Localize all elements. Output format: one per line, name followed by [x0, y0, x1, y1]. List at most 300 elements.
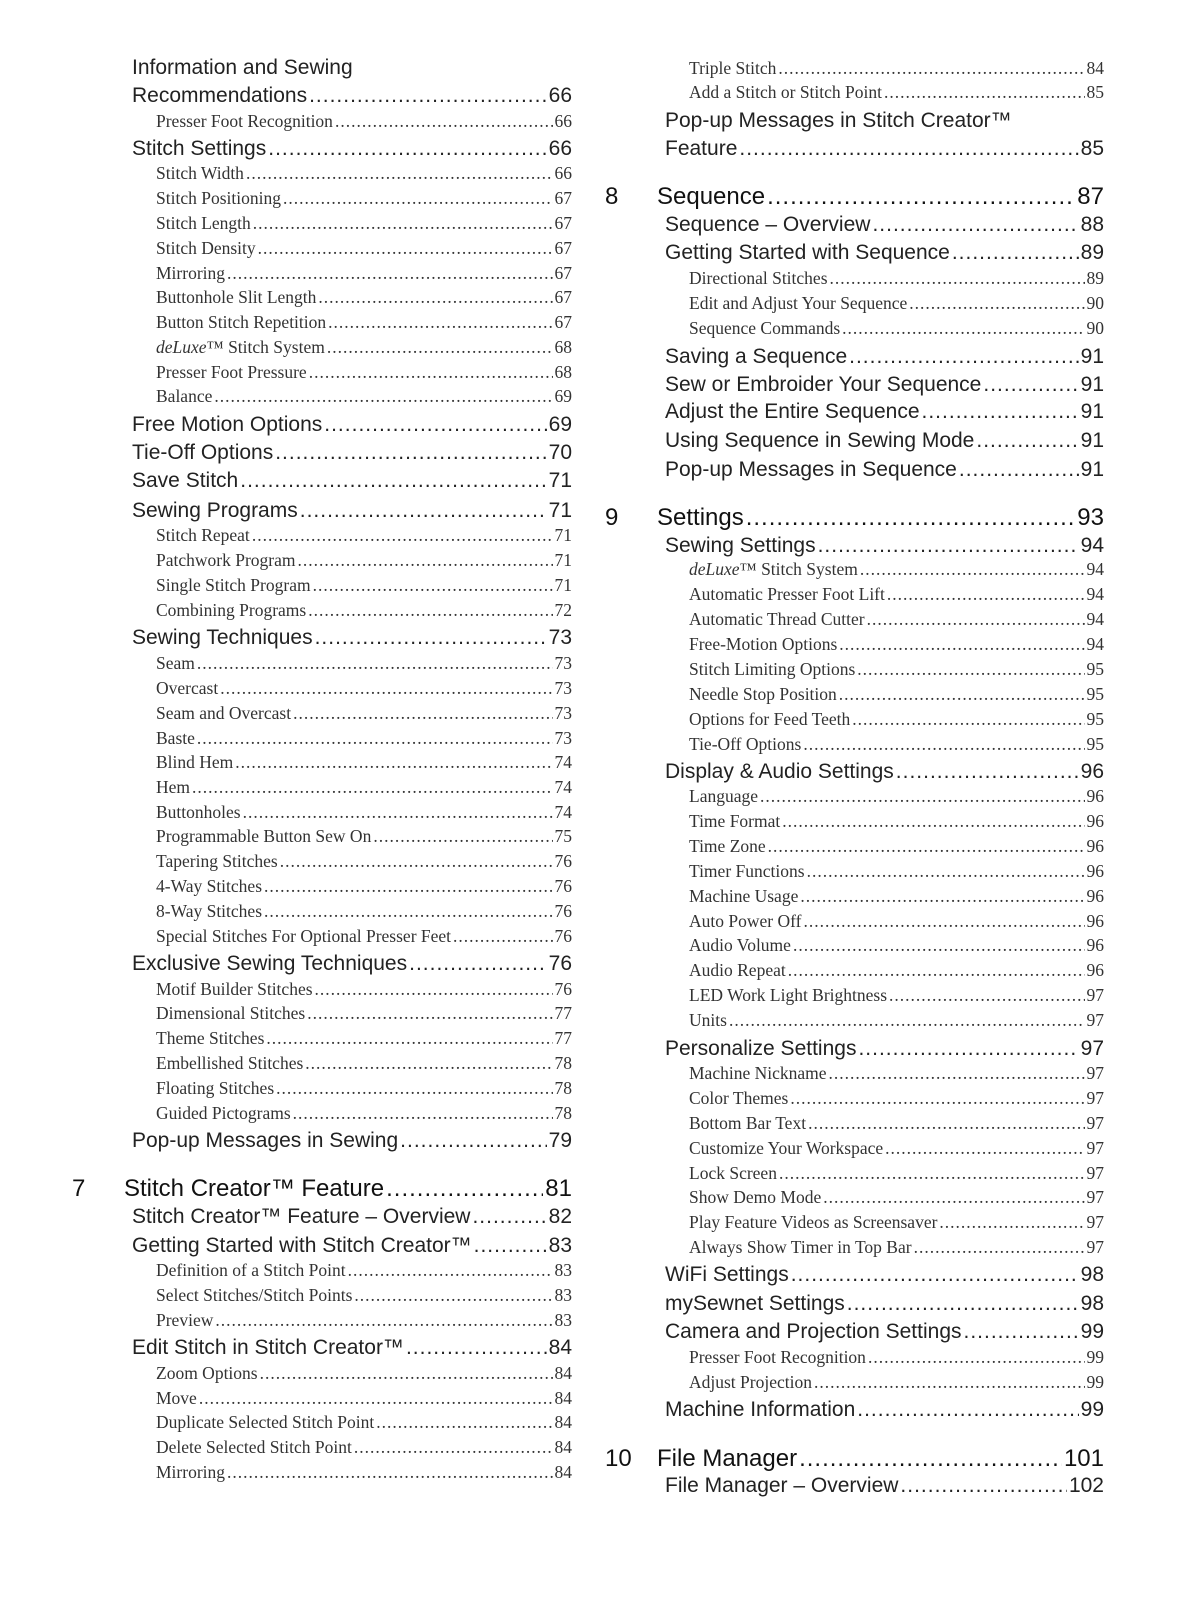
toc-entry[interactable] — [657, 1445, 1104, 1473]
dot-leader — [373, 826, 552, 847]
toc-entry-label: Definition of a Stitch Point — [156, 1260, 346, 1280]
toc-entry[interactable] — [665, 1474, 1104, 1498]
toc-entry-label: Stitch Length — [156, 213, 251, 233]
toc-entry[interactable] — [156, 213, 572, 234]
dot-leader — [952, 241, 1079, 265]
dot-leader — [327, 337, 553, 358]
page-number: 69 — [548, 413, 572, 436]
toc-entry[interactable] — [156, 1412, 572, 1433]
toc-entry[interactable] — [156, 1388, 572, 1409]
page-number: 84 — [554, 1412, 572, 1432]
toc-entry[interactable] — [156, 188, 572, 209]
toc-entry-label: Automatic Thread Cutter — [689, 609, 865, 629]
toc-entry-label: Embellished Stitches — [156, 1053, 304, 1073]
toc-entry[interactable] — [689, 786, 1104, 807]
toc-entry-label: Patchwork Program — [156, 550, 296, 570]
toc-entry-label: Stitch Settings — [132, 137, 267, 160]
dot-leader — [823, 1187, 1084, 1208]
page-number: 66 — [554, 163, 572, 183]
toc-entry-label: Color Themes — [689, 1088, 789, 1108]
page-number: 83 — [554, 1285, 572, 1305]
page-number: 96 — [1086, 811, 1104, 831]
page-number: 98 — [1080, 1263, 1104, 1286]
toc-entry-label: Options for Feed Teeth — [689, 709, 851, 729]
toc-entry-label: Seam — [156, 653, 195, 673]
toc-entry[interactable] — [156, 287, 572, 308]
dot-leader — [348, 1260, 553, 1281]
toc-entry-label: Mirroring — [156, 263, 226, 283]
toc-entry-label: Save Stitch — [132, 469, 239, 492]
toc-entry[interactable] — [156, 386, 572, 407]
toc-entry[interactable] — [156, 1078, 572, 1099]
toc-entry-label: WiFi Settings — [665, 1263, 789, 1286]
dot-leader — [199, 1388, 553, 1409]
page-number: 99 — [1086, 1372, 1104, 1392]
toc-entry[interactable] — [156, 1103, 572, 1124]
dot-leader — [857, 659, 1084, 680]
dot-leader — [276, 1078, 552, 1099]
toc-entry-label: Auto Power Off — [689, 911, 802, 931]
toc-entry-label — [689, 559, 858, 580]
dot-leader — [335, 111, 553, 132]
toc-entry-label: LED Work Light Brightness — [689, 985, 888, 1005]
dot-leader — [472, 1205, 546, 1229]
dot-leader — [872, 213, 1078, 237]
toc-entry-label-rest: ™ Stitch System — [739, 559, 858, 579]
dot-leader — [354, 1285, 552, 1306]
page-number: 67 — [554, 238, 572, 258]
toc-entry[interactable] — [689, 684, 1104, 705]
toc-entry-label: Lock Screen — [689, 1163, 777, 1183]
toc-entry[interactable] — [689, 1063, 1104, 1084]
toc-entry-label: Pop-up Messages in Sewing — [132, 1129, 399, 1152]
toc-entry[interactable] — [156, 876, 572, 897]
toc-entry-label: Select Stitches/Stitch Points — [156, 1285, 353, 1305]
page-number: 96 — [1080, 760, 1104, 783]
dot-leader — [800, 886, 1084, 907]
chapter-number: 10 — [605, 1445, 632, 1472]
toc-entry[interactable] — [156, 1285, 572, 1306]
toc-entry-label: Floating Stitches — [156, 1078, 275, 1098]
toc-entry[interactable] — [689, 58, 1104, 79]
toc-entry-label: Always Show Timer in Top Bar — [689, 1237, 912, 1257]
toc-entry[interactable] — [665, 109, 1104, 133]
toc-entry-label: Triple Stitch — [689, 58, 777, 78]
toc-entry[interactable] — [132, 626, 572, 650]
dot-leader — [849, 345, 1079, 369]
dot-leader — [313, 575, 553, 596]
toc-entry-label: Directional Stitches — [689, 268, 828, 288]
page-number: 75 — [554, 826, 572, 846]
toc-entry[interactable] — [132, 952, 572, 976]
toc-entry[interactable] — [689, 985, 1104, 1006]
page-number: 73 — [554, 728, 572, 748]
dot-leader — [227, 1462, 552, 1483]
page-number: 84 — [554, 1363, 572, 1383]
dot-leader — [386, 1175, 543, 1203]
toc-entry[interactable] — [156, 1462, 572, 1483]
toc-entry[interactable] — [156, 926, 572, 947]
toc-entry[interactable] — [156, 1310, 572, 1331]
page-number: 95 — [1086, 709, 1104, 729]
page-number: 102 — [1068, 1474, 1104, 1497]
page-number: 87 — [1077, 183, 1104, 210]
toc-entry-label: mySewnet Settings — [665, 1292, 845, 1315]
toc-entry-label: Single Stitch Program — [156, 575, 311, 595]
toc-entry[interactable] — [156, 337, 572, 358]
page-number: 82 — [548, 1205, 572, 1228]
brand-name: deLuxe — [156, 337, 207, 357]
toc-entry-label: Time Zone — [689, 836, 766, 856]
toc-entry[interactable] — [132, 1205, 572, 1229]
page-number: 84 — [554, 1388, 572, 1408]
toc-entry-label: Bottom Bar Text — [689, 1113, 807, 1133]
dot-leader — [900, 1474, 1067, 1498]
toc-entry[interactable] — [156, 1028, 572, 1049]
toc-entry[interactable] — [689, 886, 1104, 907]
toc-entry-label: Stitch Positioning — [156, 188, 281, 208]
dot-leader — [739, 137, 1078, 161]
dot-leader — [860, 559, 1085, 580]
toc-entry-label: Audio Repeat — [689, 960, 786, 980]
dot-leader — [268, 137, 546, 161]
page-number: 90 — [1086, 293, 1104, 313]
page-number: 78 — [554, 1103, 572, 1123]
toc-entry[interactable] — [156, 703, 572, 724]
page-number: 97 — [1086, 1063, 1104, 1083]
dot-leader — [328, 312, 552, 333]
page-number: 76 — [554, 876, 572, 896]
page-number: 97 — [1086, 1212, 1104, 1232]
toc-entry-label: Tapering Stitches — [156, 851, 278, 871]
toc-entry-label: Overcast — [156, 678, 219, 698]
toc-entry[interactable] — [156, 826, 572, 847]
toc-entry-label: Presser Foot Pressure — [156, 362, 307, 382]
toc-entry[interactable] — [156, 163, 572, 184]
toc-entry[interactable] — [156, 362, 572, 383]
page-number: 96 — [1086, 786, 1104, 806]
toc-entry-label: Seam and Overcast — [156, 703, 292, 723]
page-number: 94 — [1086, 584, 1104, 604]
dot-leader — [283, 188, 553, 209]
dot-leader — [453, 926, 552, 947]
toc-entry[interactable] — [156, 1437, 572, 1458]
toc-entry[interactable] — [665, 1320, 1104, 1344]
toc-entry[interactable] — [156, 238, 572, 259]
dot-leader — [246, 163, 553, 184]
toc-entry-label: Play Feature Videos as Screensaver — [689, 1212, 938, 1232]
dot-leader — [909, 293, 1084, 314]
dot-leader — [793, 935, 1085, 956]
toc-entry-label: Move — [156, 1388, 197, 1408]
dot-leader — [300, 499, 547, 523]
dot-leader — [315, 979, 553, 1000]
toc-entry[interactable] — [156, 111, 572, 132]
toc-entry-label: Zoom Options — [156, 1363, 258, 1383]
toc-entry[interactable] — [689, 836, 1104, 857]
toc-entry[interactable] — [665, 1037, 1104, 1061]
toc-entry[interactable] — [689, 1187, 1104, 1208]
page-number: 91 — [1080, 345, 1104, 368]
page-number: 97 — [1086, 1113, 1104, 1133]
page-number: 72 — [554, 600, 572, 620]
toc-entry[interactable] — [132, 469, 572, 493]
toc-entry[interactable] — [689, 268, 1104, 289]
dot-leader — [964, 1320, 1079, 1344]
toc-entry-label: Needle Stop Position — [689, 684, 837, 704]
dot-leader — [790, 1088, 1084, 1109]
toc-entry-label: Display & Audio Settings — [665, 760, 894, 783]
toc-entry[interactable] — [689, 911, 1104, 932]
dot-leader — [307, 1003, 552, 1024]
dot-leader — [799, 1445, 1062, 1473]
dot-leader — [896, 760, 1079, 784]
dot-leader — [258, 238, 553, 259]
toc-entry-label: Pop-up Messages in Sequence — [665, 458, 957, 481]
toc-entry[interactable] — [689, 935, 1104, 956]
dot-leader — [293, 703, 552, 724]
toc-entry[interactable] — [689, 1347, 1104, 1368]
page-number: 97 — [1086, 1163, 1104, 1183]
page-number: 94 — [1086, 609, 1104, 629]
toc-entry[interactable] — [132, 1234, 572, 1258]
dot-leader — [914, 1237, 1085, 1258]
toc-entry[interactable] — [156, 752, 572, 773]
page-number: 74 — [554, 777, 572, 797]
dot-leader — [474, 1234, 547, 1258]
toc-entry[interactable] — [156, 525, 572, 546]
chapter-title: Settings — [657, 504, 744, 531]
toc-entry[interactable] — [689, 1372, 1104, 1393]
toc-entry[interactable] — [156, 263, 572, 284]
toc-entry[interactable] — [665, 1263, 1104, 1287]
dot-leader — [324, 413, 546, 437]
toc-entry[interactable] — [689, 634, 1104, 655]
toc-entry-label: Stitch Creator™ Feature – Overview — [132, 1205, 471, 1228]
dot-leader — [309, 84, 547, 108]
toc-entry-label: Stitch Width — [156, 163, 244, 183]
toc-entry[interactable] — [689, 734, 1104, 755]
toc-entry-label: Duplicate Selected Stitch Point — [156, 1412, 375, 1432]
page-number: 97 — [1086, 1237, 1104, 1257]
toc-entry[interactable] — [156, 802, 572, 823]
page-number: 97 — [1086, 1010, 1104, 1030]
toc-entry[interactable] — [665, 1292, 1104, 1316]
page-number: 67 — [554, 312, 572, 332]
toc-entry[interactable] — [665, 429, 1104, 453]
page-number: 84 — [548, 1336, 572, 1359]
page-number: 73 — [554, 678, 572, 698]
toc-entry-label: Free-Motion Options — [689, 634, 838, 654]
toc-entry[interactable] — [156, 901, 572, 922]
toc-entry[interactable] — [689, 1010, 1104, 1031]
toc-entry-label: Delete Selected Stitch Point — [156, 1437, 352, 1457]
dot-leader — [293, 1103, 553, 1124]
toc-entry[interactable] — [665, 1398, 1104, 1422]
toc-entry[interactable] — [665, 760, 1104, 784]
toc-entry[interactable] — [156, 1260, 572, 1281]
dot-leader — [318, 287, 552, 308]
page-number: 94 — [1080, 534, 1104, 557]
toc-entry[interactable] — [689, 559, 1104, 580]
toc-entry-label: Motif Builder Stitches — [156, 979, 313, 999]
page-number: 73 — [554, 703, 572, 723]
toc-entry-label: Presser Foot Recognition — [156, 111, 333, 131]
toc-entry[interactable] — [132, 1129, 572, 1153]
dot-leader — [266, 1028, 552, 1049]
toc-entry[interactable] — [689, 811, 1104, 832]
toc-entry-label: Sew or Embroider Your Sequence — [665, 373, 982, 396]
toc-entry-label: Edit Stitch in Stitch Creator™ — [132, 1336, 404, 1359]
dot-leader — [280, 851, 553, 872]
toc-entry-label: Camera and Projection Settings — [665, 1320, 962, 1343]
toc-entry[interactable] — [156, 979, 572, 1000]
page-number: 99 — [1086, 1347, 1104, 1367]
toc-entry[interactable] — [156, 1363, 572, 1384]
toc-entry[interactable] — [689, 659, 1104, 680]
dot-leader — [852, 709, 1084, 730]
page-number: 96 — [1086, 935, 1104, 955]
page-number: 78 — [554, 1053, 572, 1073]
toc-entry-label: Guided Pictograms — [156, 1103, 291, 1123]
toc-entry[interactable] — [657, 183, 1104, 211]
page-number: 76 — [554, 926, 572, 946]
toc-entry[interactable] — [156, 1003, 572, 1024]
toc-entry[interactable] — [665, 137, 1104, 161]
page-number: 101 — [1063, 1445, 1104, 1472]
chapter-number: 9 — [605, 504, 619, 531]
page-number: 68 — [554, 337, 572, 357]
toc-entry[interactable] — [156, 600, 572, 621]
toc-entry[interactable] — [665, 400, 1104, 424]
page-number: 71 — [548, 499, 572, 522]
toc-entry[interactable] — [124, 1175, 572, 1203]
toc-entry[interactable] — [689, 82, 1104, 103]
toc-entry[interactable] — [689, 1163, 1104, 1184]
toc-entry[interactable] — [156, 728, 572, 749]
toc-entry[interactable] — [156, 550, 572, 571]
toc-entry[interactable] — [665, 458, 1104, 482]
toc-entry-label: Theme Stitches — [156, 1028, 265, 1048]
page-number: 77 — [554, 1003, 572, 1023]
dot-leader — [829, 1063, 1085, 1084]
toc-entry-label: Stitch Repeat — [156, 525, 250, 545]
dot-leader — [857, 1398, 1078, 1422]
page-number: 68 — [554, 362, 572, 382]
page-number: 76 — [554, 901, 572, 921]
dot-leader — [376, 1412, 552, 1433]
page-number: 83 — [548, 1234, 572, 1257]
toc-entry[interactable] — [132, 56, 572, 80]
toc-entry[interactable] — [156, 575, 572, 596]
toc-entry[interactable] — [665, 373, 1104, 397]
page-number: 91 — [1080, 400, 1104, 423]
page-number: 99 — [1080, 1320, 1104, 1343]
page-number: 74 — [554, 752, 572, 772]
page-number: 71 — [554, 525, 572, 545]
toc-entry-label: Sequence Commands — [689, 318, 841, 338]
toc-entry[interactable] — [132, 137, 572, 161]
toc-entry[interactable] — [132, 441, 572, 465]
toc-entry[interactable] — [156, 851, 572, 872]
toc-entry[interactable] — [132, 84, 572, 108]
dot-leader — [406, 1336, 547, 1360]
toc-entry[interactable] — [132, 413, 572, 437]
dot-leader — [842, 318, 1084, 339]
toc-entry[interactable] — [657, 504, 1104, 532]
toc-entry[interactable] — [156, 1053, 572, 1074]
page-number: 73 — [548, 626, 572, 649]
toc-entry[interactable] — [689, 1212, 1104, 1233]
toc-entry-label: Sewing Programs — [132, 499, 298, 522]
toc-entry[interactable] — [689, 709, 1104, 730]
toc-entry[interactable] — [665, 241, 1104, 265]
toc-entry[interactable] — [156, 653, 572, 674]
toc-entry[interactable] — [665, 213, 1104, 237]
page-number: 77 — [554, 1028, 572, 1048]
toc-entry[interactable] — [665, 534, 1104, 558]
toc-entry-label: Sewing Settings — [665, 534, 816, 557]
toc-entry-label: Preview — [156, 1310, 214, 1330]
page-number: 95 — [1086, 734, 1104, 754]
toc-entry[interactable] — [689, 609, 1104, 630]
toc-entry-label: Combining Programs — [156, 600, 307, 620]
dot-leader — [839, 684, 1085, 705]
toc-entry-label: Stitch Limiting Options — [689, 659, 856, 679]
dot-leader — [839, 634, 1084, 655]
toc-entry-label: Recommendations — [132, 84, 308, 107]
page-number: 89 — [1080, 241, 1104, 264]
page-number: 66 — [548, 137, 572, 160]
toc-entry[interactable] — [132, 499, 572, 523]
toc-entry[interactable] — [689, 1113, 1104, 1134]
dot-leader — [868, 1347, 1085, 1368]
page-number: 96 — [1086, 911, 1104, 931]
toc-entry[interactable] — [689, 960, 1104, 981]
toc-entry[interactable] — [156, 312, 572, 333]
toc-entry[interactable] — [689, 584, 1104, 605]
page-number: 84 — [554, 1437, 572, 1457]
toc-entry[interactable] — [156, 678, 572, 699]
dot-leader — [814, 1372, 1085, 1393]
page-number: 83 — [554, 1260, 572, 1280]
dot-leader — [767, 183, 1075, 211]
dot-leader — [807, 861, 1085, 882]
toc-entry[interactable] — [689, 861, 1104, 882]
toc-entry[interactable] — [665, 345, 1104, 369]
toc-entry[interactable] — [689, 293, 1104, 314]
toc-entry-label: Machine Usage — [689, 886, 799, 906]
toc-entry[interactable] — [132, 1336, 572, 1360]
page-number: 96 — [1086, 836, 1104, 856]
toc-entry[interactable] — [689, 318, 1104, 339]
toc-entry-label: 8-Way Stitches — [156, 901, 262, 921]
chapter-title: Sequence — [657, 183, 766, 210]
dot-leader — [240, 469, 546, 493]
toc-entry[interactable] — [156, 777, 572, 798]
toc-entry-label: Personalize Settings — [665, 1037, 857, 1060]
dot-leader — [791, 1263, 1079, 1287]
toc-entry-label: Audio Volume — [689, 935, 791, 955]
dot-leader — [867, 609, 1085, 630]
page-number: 97 — [1086, 985, 1104, 1005]
toc-entry[interactable] — [689, 1237, 1104, 1258]
page-number: 67 — [554, 263, 572, 283]
toc-entry-label-rest: ™ Stitch System — [206, 337, 325, 357]
toc-entry[interactable] — [689, 1138, 1104, 1159]
toc-entry[interactable] — [689, 1088, 1104, 1109]
page-number: 91 — [1080, 429, 1104, 452]
